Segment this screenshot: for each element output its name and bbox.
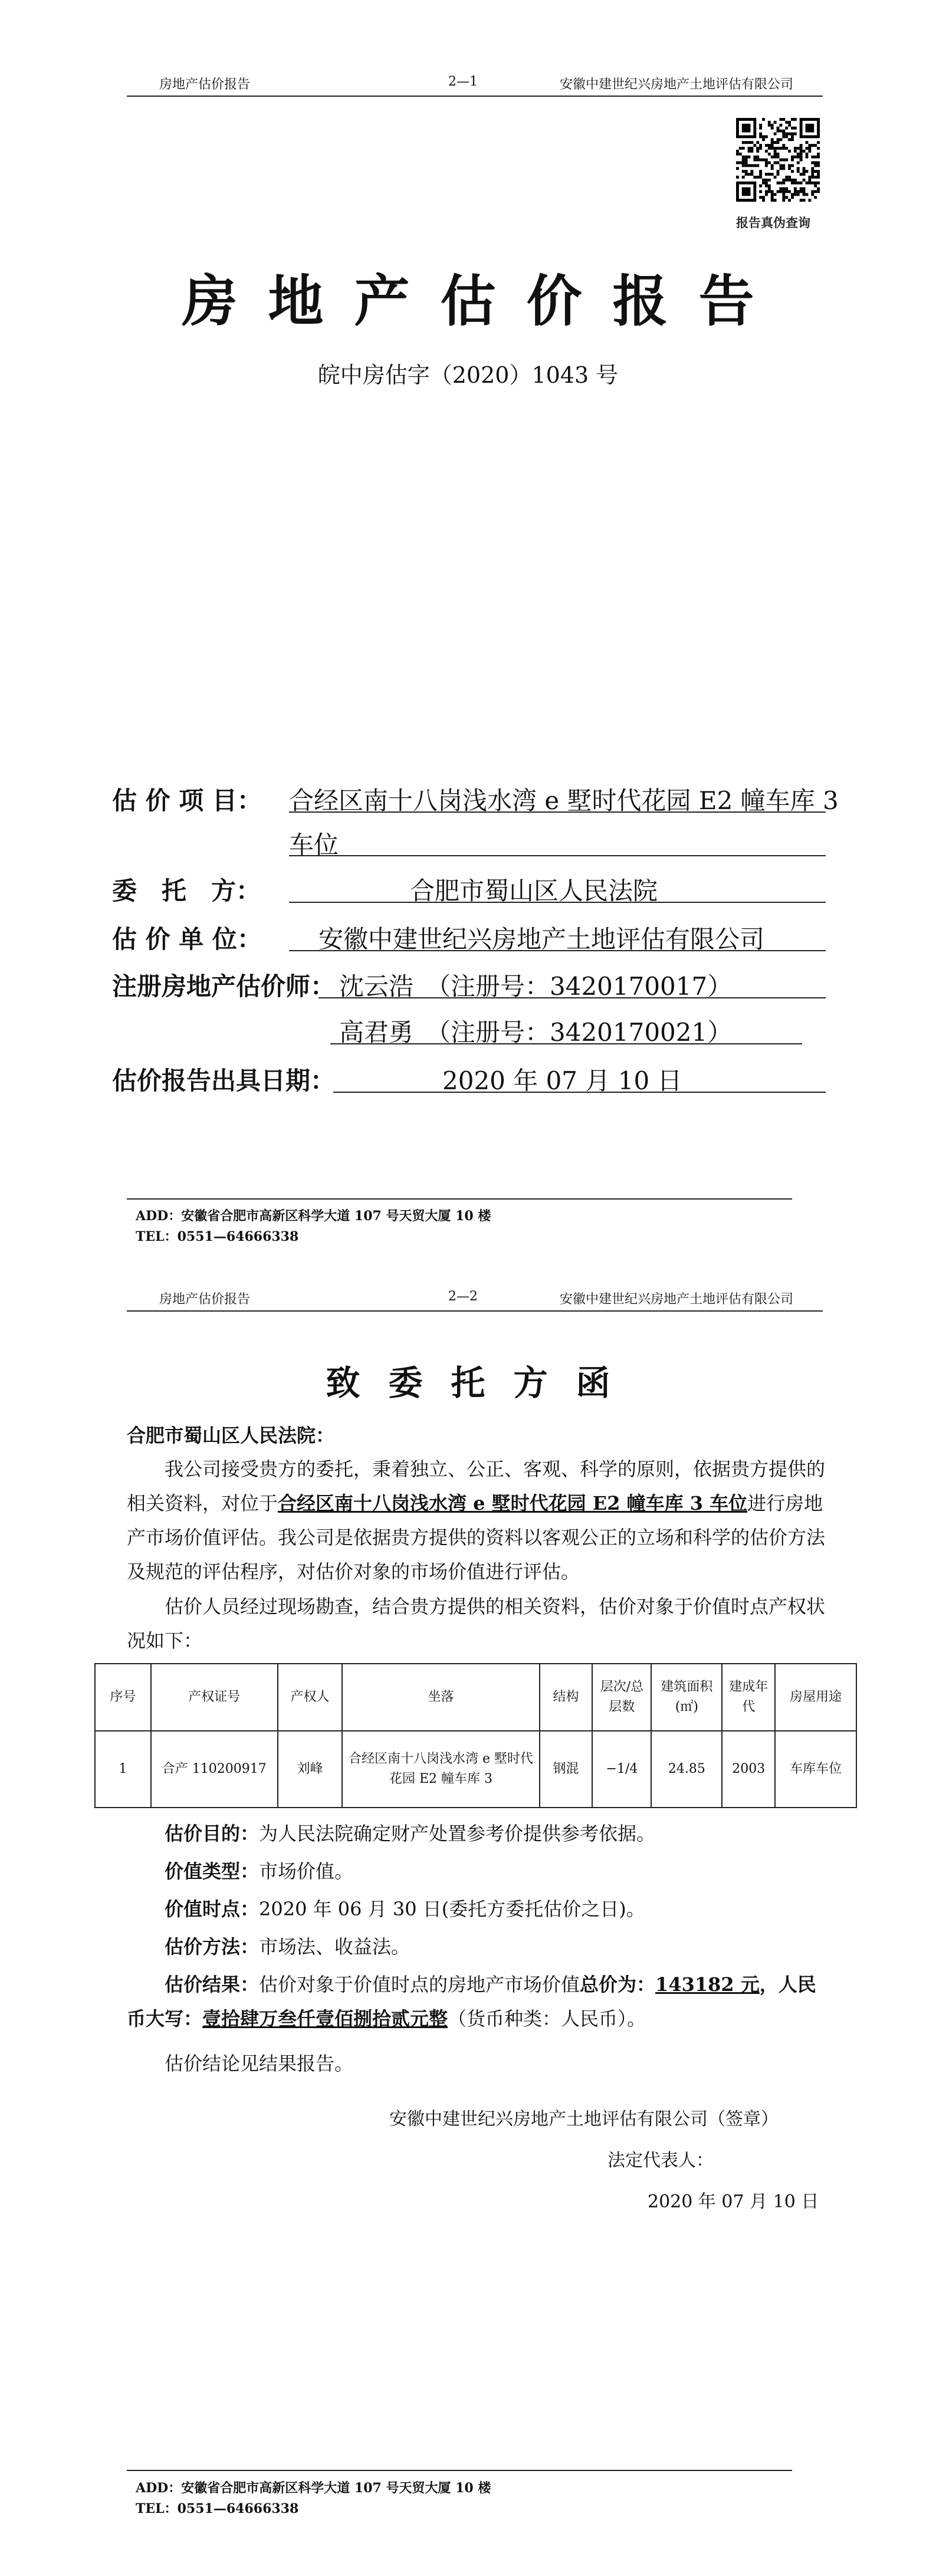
table-header-cell: 建筑面积(㎡) <box>651 1664 722 1731</box>
method-text: 市场法、收益法。 <box>259 1936 410 1958</box>
header-left: 房地产估价报告 <box>159 77 251 92</box>
intro-paragraph <box>127 1452 835 1589</box>
table-header-cell: 结构 <box>540 1664 593 1731</box>
header-left: 房地产估价报告 <box>159 1292 251 1307</box>
table-cell: 车库车位 <box>775 1731 856 1808</box>
appraiser-2: 高君勇 （注册号：3420170021） <box>339 1018 733 1047</box>
project-value-line2: 车位 <box>289 830 339 859</box>
appraiser-label: 注册房地产估价师： <box>112 972 336 1001</box>
table-header-cell: 坐落 <box>342 1664 539 1731</box>
header-company: 安徽中建世纪兴房地产土地评估有限公司 <box>559 1292 793 1307</box>
table-header-cell: 房屋用途 <box>775 1664 856 1731</box>
method-label: 估价方法： <box>165 1936 260 1958</box>
document-number: 皖中房估字（2020）1043 号 <box>317 362 619 388</box>
table-header-cell: 产权人 <box>278 1664 343 1731</box>
letter-page <box>0 1286 936 2576</box>
unit-value: 安徽中建世纪兴房地产土地评估有限公司 <box>318 925 765 954</box>
page-header <box>127 1286 823 1312</box>
property-table <box>94 1663 857 1808</box>
project-value-line1: 合经区南十八岗浅水湾 e 墅时代花园 E2 幢车库 3 <box>289 786 839 815</box>
client-underline <box>289 901 826 903</box>
letter-title: 致委托方函 <box>326 1363 639 1403</box>
signature-date: 2020 年 07 月 10 日 <box>648 2191 819 2212</box>
report-title: 房地产估价报告 <box>182 269 785 334</box>
result-amount: 143182 元 <box>655 1973 760 1996</box>
appraiser-1: 沈云浩 （注册号：3420170017） <box>339 972 733 1001</box>
type-label: 价值类型： <box>165 1860 260 1882</box>
result-currency: （货币种类：人民币）。 <box>448 2007 646 2030</box>
result-rmb: ，人民币 <box>127 1973 816 2030</box>
result-caps-label: 大写： <box>146 2007 203 2030</box>
footer-address: ADD：安徽省合肥市高新区科学大道 107 号天贸大厦 10 楼 <box>136 2480 491 2496</box>
property-location: 合经区南十八岗浅水湾 e 墅时代花园 E2 幢车库 3 车位 <box>278 1492 748 1514</box>
date-underline <box>333 1090 826 1093</box>
appraiser-underline-2 <box>330 1042 802 1044</box>
client-label: 委 托 方： <box>112 876 261 905</box>
type-text: 市场价值。 <box>259 1860 354 1882</box>
type-line <box>127 1854 835 1888</box>
table-cell: 刘峰 <box>278 1731 343 1808</box>
client-value: 合肥市蜀山区人民法院 <box>410 876 658 905</box>
result-total-label: 总价为： <box>580 1973 656 1996</box>
intro-text: 我公司接受贵方的委托，秉着独立、公正、客观、科学的原则，依据贵方提供的相关资料，对位于 <box>127 1458 826 1514</box>
header-page-number: 2—1 <box>448 74 478 89</box>
time-label: 价值时点： <box>165 1898 260 1920</box>
project-underline-2 <box>289 854 826 856</box>
page-header <box>127 71 823 97</box>
table-cell: −1/4 <box>592 1731 651 1808</box>
result-label: 估价结果： <box>165 1973 260 1996</box>
unit-label: 估 价 单 位： <box>112 925 262 954</box>
footer-rule <box>127 2470 792 2471</box>
intro-text-cont: 进行房地产市场价值评估。我公司是依据贵方提供的资料以客观公正的立场和科学的估价方法及规范的评估程序，对估价对象的市场价值进行评估。 <box>127 1492 826 1583</box>
purpose-line <box>127 1816 835 1851</box>
table-cell: 1 <box>95 1731 151 1808</box>
conclusion-line: 估价结论见结果报告。 <box>165 2052 354 2075</box>
project-label: 估 价 项 目： <box>112 786 262 815</box>
report-cover-page <box>0 0 936 1286</box>
purpose-label: 估价目的： <box>165 1822 260 1845</box>
appraiser-underline-1 <box>318 996 826 998</box>
salutation: 合肥市蜀山区人民法院： <box>127 1424 335 1447</box>
table-row <box>95 1731 856 1808</box>
table-cell: 合经区南十八岗浅水湾 e 墅时代花园 E2 幢车库 3 <box>342 1731 539 1808</box>
footer-tel: TEL：0551—64666338 <box>136 2501 299 2516</box>
status-paragraph: 估价人员经过现场勘查，结合贵方提供的相关资料，估价对象于价值时点产权状况如下： <box>127 1595 826 1652</box>
result-text: 估价对象于价值时点的房地产市场价值 <box>259 1973 580 1996</box>
result-caps: 壹拾肆万叁仟壹佰捌拾贰元整 <box>202 2007 448 2030</box>
table-header-cell: 产权证号 <box>151 1664 278 1731</box>
result-paragraph <box>127 1967 835 2036</box>
table-cell: 钢混 <box>540 1731 593 1808</box>
footer-tel: TEL：0551—64666338 <box>136 1229 299 1244</box>
time-line <box>127 1892 835 1926</box>
unit-underline <box>289 949 826 951</box>
project-underline <box>289 810 826 813</box>
table-cell: 2003 <box>722 1731 775 1808</box>
time-text: 2020 年 06 月 30 日(委托方委托估价之日)。 <box>259 1898 645 1920</box>
table-cell: 24.85 <box>651 1731 722 1808</box>
table-header-cell: 建成年代 <box>722 1664 775 1731</box>
table-header-cell: 序号 <box>95 1664 151 1731</box>
table-cell: 合产 110200917 <box>151 1731 278 1808</box>
table-header-cell: 层次/总层数 <box>592 1664 651 1731</box>
date-label: 估价报告出具日期： <box>112 1066 336 1095</box>
purpose-text: 为人民法院确定财产处置参考价提供参考依据。 <box>259 1822 656 1845</box>
header-company: 安徽中建世纪兴房地产土地评估有限公司 <box>559 77 793 92</box>
method-line <box>127 1930 835 1964</box>
footer-address: ADD：安徽省合肥市高新区科学大道 107 号天贸大厦 10 楼 <box>136 1208 491 1224</box>
date-value: 2020 年 07 月 10 日 <box>442 1066 682 1095</box>
header-page-number: 2—2 <box>448 1289 478 1304</box>
footer-rule <box>127 1198 792 1200</box>
signature-representative: 法定代表人： <box>607 2150 714 2171</box>
table-header-row <box>95 1664 856 1731</box>
qr-code-icon[interactable] <box>736 118 820 202</box>
signature-company: 安徽中建世纪兴房地产土地评估有限公司（签章） <box>389 2109 779 2130</box>
qr-caption: 报告真伪查询 <box>736 215 810 230</box>
